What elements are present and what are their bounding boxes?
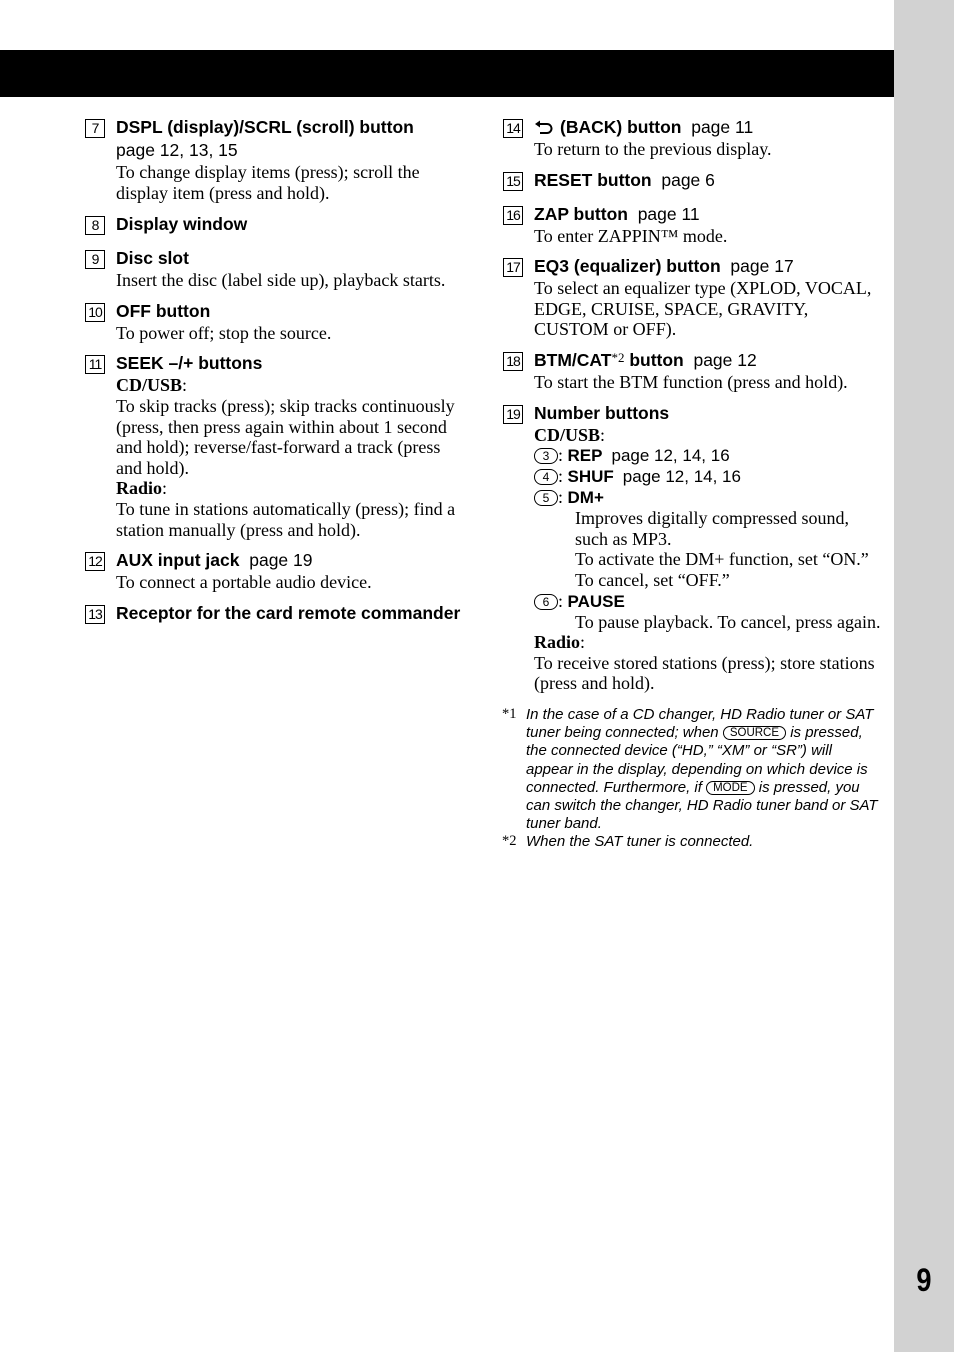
- item-number: 19: [503, 405, 523, 424]
- cd-usb-label: CD/USB: [534, 424, 601, 445]
- item-description: To enter ZAPPIN™ mode.: [534, 225, 728, 246]
- footnote-text: is pressed, you can switch the changer, HD Radio tuner band or SAT tuner band.: [526, 778, 878, 833]
- option-dm: [534, 487, 881, 508]
- item-number: 9: [85, 250, 105, 269]
- item-description: To return to the previous display.: [534, 139, 772, 159]
- item-title: Number buttons: [534, 402, 670, 423]
- item-title: OFF button: [116, 300, 211, 321]
- item-7: [85, 116, 463, 203]
- item-description: To start the BTM function (press and hold).: [534, 371, 848, 392]
- page-ref: page 12: [693, 349, 757, 370]
- number-key-6: 6: [534, 594, 558, 610]
- item-17: [503, 255, 881, 340]
- item-title-line: [534, 169, 881, 192]
- page-ref: page 17: [730, 256, 794, 277]
- colon: :: [558, 466, 564, 487]
- item-14: [503, 116, 881, 160]
- item-10: [85, 300, 463, 344]
- colon: :: [558, 445, 564, 466]
- option-description: To activate the DM+ function, set “ON.” To cancel, set “OFF.”: [575, 549, 869, 590]
- item-title: Display window: [116, 214, 248, 235]
- page-ref: page 6: [661, 169, 715, 190]
- radio-label: Radio: [116, 478, 163, 499]
- option-rep: [534, 445, 881, 466]
- cd-usb-label: CD/USB: [116, 375, 183, 396]
- footnote-text: is pressed, the connected device (“HD,” “XM” or “SR”) will appear in the display, depending on which device is connected. Furthermore, if: [526, 724, 868, 796]
- page-ref: page 11: [637, 203, 700, 224]
- item-8: [85, 213, 463, 236]
- item-title: Receptor for the card remote commander: [116, 602, 461, 623]
- item-description: To connect a portable audio device.: [116, 572, 372, 593]
- item-12: [85, 549, 463, 593]
- item-19: [503, 402, 881, 694]
- item-title-suffix: button: [629, 349, 684, 370]
- option-description: Improves digitally compressed sound, such as MP3.: [575, 508, 849, 549]
- item-description: Insert the disc (label side up), playback starts.: [116, 270, 446, 291]
- radio-text: To tune in stations automatically (press); find a station manually (press and hold).: [116, 498, 456, 540]
- footnote-mark: *1: [502, 705, 517, 722]
- page-ref: page 12, 13, 15: [116, 140, 238, 160]
- item-number: 17: [503, 258, 523, 277]
- item-title: ZAP button: [534, 203, 628, 224]
- colon: :: [558, 487, 564, 508]
- page-ref: page 12, 14, 16: [611, 446, 730, 466]
- item-number: 8: [85, 216, 105, 235]
- number-key-3: 3: [534, 448, 558, 464]
- footnote-text: When the SAT tuner is connected.: [526, 833, 754, 851]
- item-number: 14: [503, 119, 523, 138]
- page-ref: page 19: [249, 550, 313, 571]
- page-ref: page 11: [691, 117, 754, 137]
- item-description: To select an equalizer type (XPLOD, VOCAL, EDGE, CRUISE, SPACE, GRAVITY, CUSTOM or OFF).: [534, 278, 872, 340]
- number-key-4: 4: [534, 469, 558, 485]
- item-number: 11: [85, 355, 105, 374]
- item-number: 13: [85, 605, 105, 624]
- option-name: REP: [567, 446, 603, 466]
- item-title: RESET button: [534, 169, 652, 190]
- item-18: [503, 349, 881, 393]
- footnote-ref: *2: [611, 349, 625, 365]
- item-title-line: [534, 203, 881, 226]
- item-title-line: [534, 116, 881, 139]
- cd-usb-section: CD/USB:: [534, 424, 606, 445]
- item-title-line: [534, 255, 881, 278]
- footnote-2: [503, 833, 881, 851]
- item-title-line: [534, 349, 881, 372]
- item-number: 7: [85, 119, 105, 138]
- item-title: EQ3 (equalizer) button: [534, 256, 721, 277]
- cd-usb-text: To skip tracks (press); skip tracks continuously (press, then press again within about 1 second and hold); reverse/fast-forward a track (press and hold).: [116, 395, 455, 478]
- item-description: To power off; stop the source.: [116, 322, 332, 343]
- item-number: 10: [85, 303, 105, 322]
- item-16: [503, 203, 881, 247]
- item-title-line: [116, 549, 463, 572]
- option-name: SHUF: [567, 467, 614, 487]
- header-bar: [0, 50, 894, 97]
- radio-label: Radio: [534, 632, 581, 653]
- item-number: 15: [503, 172, 523, 191]
- radio-section: Radio:: [116, 478, 168, 499]
- item-number: 12: [85, 552, 105, 571]
- item-number: 18: [503, 352, 523, 371]
- item-9: [85, 247, 463, 291]
- item-title: DSPL (display)/SCRL (scroll) button: [116, 117, 414, 137]
- radio-text: To receive stored stations (press); store stations (press and hold).: [534, 652, 875, 694]
- option-name: DM+: [567, 488, 604, 508]
- item-11: [85, 352, 463, 540]
- page-ref: page 12, 14, 16: [622, 467, 741, 487]
- source-button-key: SOURCE: [723, 726, 786, 740]
- item-title: SEEK –/+ buttons: [116, 353, 263, 374]
- option-pause: [534, 591, 881, 612]
- item-title: BTM/CAT: [534, 349, 612, 370]
- left-column: [85, 116, 463, 625]
- radio-section: Radio:: [534, 632, 586, 653]
- back-arrow-icon: [534, 117, 554, 131]
- item-15: [503, 169, 881, 192]
- item-title: (BACK) button: [560, 117, 682, 137]
- item-title: AUX input jack: [116, 550, 240, 571]
- item-description: To change display items (press); scroll the display item (press and hold).: [116, 162, 420, 203]
- cd-usb-section: CD/USB:: [116, 375, 188, 396]
- option-shuf: [534, 466, 881, 487]
- option-name: PAUSE: [567, 591, 625, 611]
- mode-button-key: MODE: [706, 781, 755, 795]
- number-key-5: 5: [534, 490, 558, 506]
- right-column: [503, 116, 881, 852]
- side-tab: [894, 0, 954, 1352]
- item-13: [85, 602, 463, 625]
- footnote-text: In the case of a CD changer, HD Radio tuner or SAT tuner being connected; when: [526, 705, 874, 742]
- item-title: Disc slot: [116, 248, 189, 269]
- option-description: To pause playback. To cancel, press again.: [575, 611, 881, 632]
- footnote-mark: *2: [502, 833, 517, 850]
- page-number: 9: [916, 1262, 932, 1298]
- footnote-1: [503, 706, 881, 833]
- item-number: 16: [503, 206, 523, 225]
- colon: :: [558, 590, 564, 611]
